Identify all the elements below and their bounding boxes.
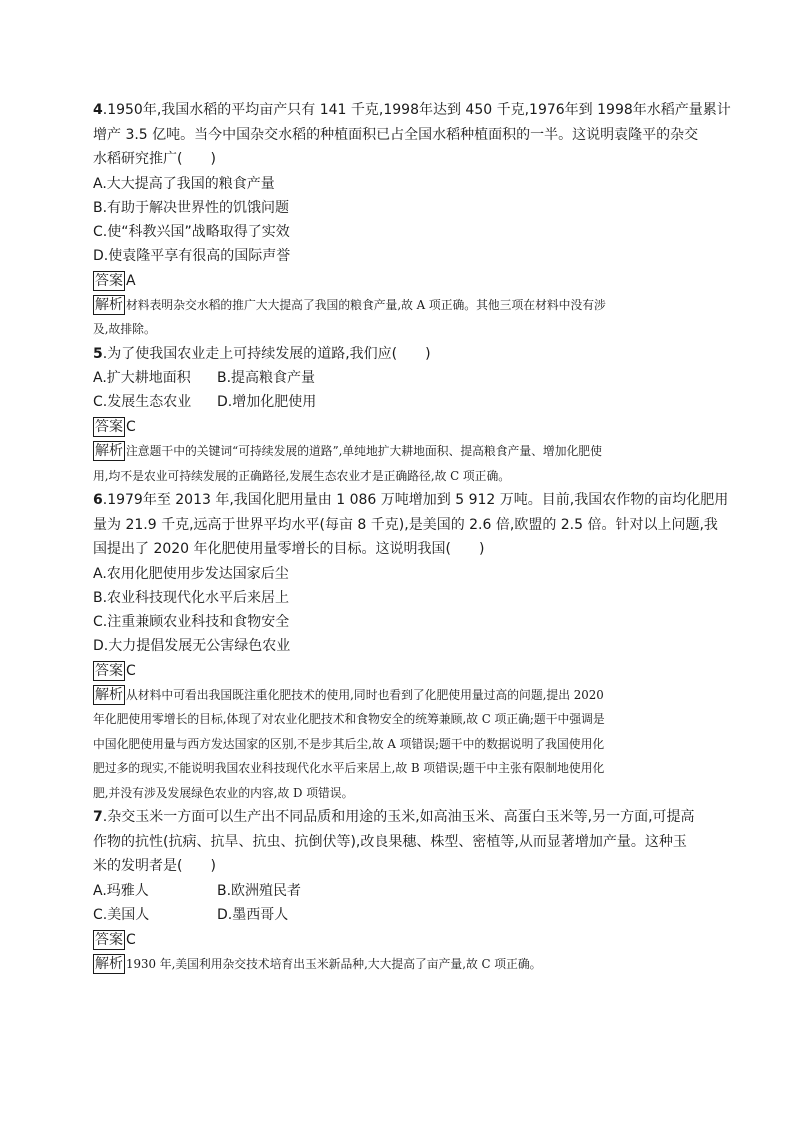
question-stem-line: 6.1979年至 2013 年,我国化肥用量由 1 086 万吨增加到 5 912 万吨。目前,我国农作物的亩均化肥用 (93, 492, 729, 508)
answer-label: 答案 (95, 662, 123, 679)
option-row (93, 879, 705, 903)
question-4 (93, 98, 731, 342)
question-number: 7 (93, 809, 103, 825)
explanation-label: 解析 (95, 686, 123, 703)
explanation-line: 解析 从材料中可看出我国既注重化肥技术的使用,同时也看到了化肥使用量过高的问题,提出 2020 (95, 686, 604, 703)
option-c: C.美国人 (93, 906, 150, 923)
question-stem-line: 国提出了 2020 年化肥使用量零增长的目标。这说明我国( ) (93, 541, 485, 557)
explanation-label: 解析 (95, 296, 123, 313)
answer-line (93, 269, 705, 293)
explanation-line: 年化肥使用零增长的目标,体现了对农业化肥技术和食物安全的统筹兼顾,故 C 项正确;题干中强调是 (93, 712, 605, 726)
explanation-line: 解析 材料表明杂交水稻的推广大大提高了我国的粮食产量,故 A 项正确。其他三项在材料中没有涉 (95, 296, 606, 313)
explanation-line: 用,均不是农业可持续发展的正确路径,发展生态农业才是正确路径,故 C 项正确。 (93, 468, 511, 483)
option-a: A.扩大耕地面积 (93, 370, 191, 386)
option-d: D.使袁隆平享有很高的国际声誉 (93, 247, 291, 264)
question-6 (93, 488, 729, 805)
question-stem-line: 5.为了使我国农业走上可持续发展的道路,我们应( ) (93, 345, 431, 362)
answer-value: A (126, 272, 136, 289)
answer-label: 答案 (95, 419, 123, 435)
explanation-line: 肥过多的现实,不能说明我国农业科技现代化水平后来居上,故 B 项错误;题干中主张有限制地使用化 (93, 761, 605, 775)
option-d: D.墨西哥人 (217, 906, 289, 923)
question-7 (93, 805, 705, 976)
answer-value: C (126, 419, 136, 435)
question-5 (93, 342, 705, 489)
answer-value: C (126, 931, 136, 948)
answer-label: 答案 (95, 272, 123, 289)
option-c: C.发展生态农业 (93, 394, 192, 410)
answer-label: 答案 (95, 931, 123, 948)
option-c: C.使“科教兴国”战略取得了实效 (93, 223, 290, 240)
answer-value: C (126, 662, 136, 679)
explanation-line: 解析 注意题干中的关键词“可持续发展的道路”,单纯地扩大耕地面积、提高粮食产量、增加化肥使 (95, 443, 602, 459)
option-row (93, 903, 705, 927)
explanation-line: 肥,并没有涉及发展绿色农业的内容,故 D 项错误。 (93, 785, 354, 800)
option-d: D.增加化肥使用 (217, 394, 317, 410)
question-stem-line: 米的发明者是( ) (93, 858, 216, 874)
explanation-label: 解析 (95, 443, 123, 459)
option-a: A.大大提高了我国的粮食产量 (93, 175, 275, 192)
answer-line (93, 928, 705, 952)
option-c: C.注重兼顾农业科技和食物安全 (93, 613, 290, 630)
question-number: 4 (93, 102, 103, 118)
question-stem-line: 量为 21.9 千克,远高于世界平均水平(每亩 8 千克),是美国的 2.6 倍,欧盟的 2.5 倍。针对以上问题,我 (93, 516, 718, 533)
question-stem-line: 7.杂交玉米一方面可以生产出不同品质和用途的玉米,如高油玉米、高蛋白玉米等,另一方面,可提高 (93, 809, 695, 825)
question-number: 6 (93, 492, 103, 508)
option-row (93, 390, 705, 414)
answer-line (93, 659, 705, 683)
answer-line (93, 415, 705, 439)
explanation-line: 及,故排除。 (93, 322, 156, 336)
explanation-line: 解析 1930 年,美国利用杂交技术培育出玉米新品种,大大提高了亩产量,故 C 项正确。 (95, 955, 542, 972)
option-b: B.农业科技现代化水平后来居上 (93, 589, 290, 606)
question-number: 5 (93, 345, 103, 362)
question-stem-line: 作物的抗性(抗病、抗旱、抗虫、抗倒伏等),改良果穗、株型、密植等,从而显著增加产量。这种玉 (93, 833, 687, 850)
option-a: A.农用化肥使用步发达国家后尘 (93, 565, 289, 582)
question-stem-line: 增产 3.5 亿吨。当今中国杂交水稻的种植面积已占全国水稻种植面积的一半。这说明袁隆平的杂交 (93, 126, 699, 143)
option-b: B.提高粮食产量 (217, 370, 316, 386)
option-a: A.玛雅人 (93, 882, 149, 899)
document-page (93, 98, 731, 976)
option-b: B.有助于解决世界性的饥饿问题 (93, 199, 290, 216)
question-stem-line: 4.1950年,我国水稻的平均亩产只有 141 千克,1998年达到 450 千克,1976年到 1998年水稻产量累计 (93, 102, 731, 118)
explanation-line: 中国化肥使用量与西方发达国家的区别,不是步其后尘,故 A 项错误;题干中的数据说明了我国使用化 (93, 736, 605, 751)
option-d: D.大力提倡发展无公害绿色农业 (93, 637, 291, 654)
option-b: B.欧洲殖民者 (217, 882, 302, 899)
explanation-label: 解析 (95, 955, 123, 972)
question-stem-line: 水稻研究推广( ) (93, 151, 216, 167)
option-row (93, 366, 705, 390)
